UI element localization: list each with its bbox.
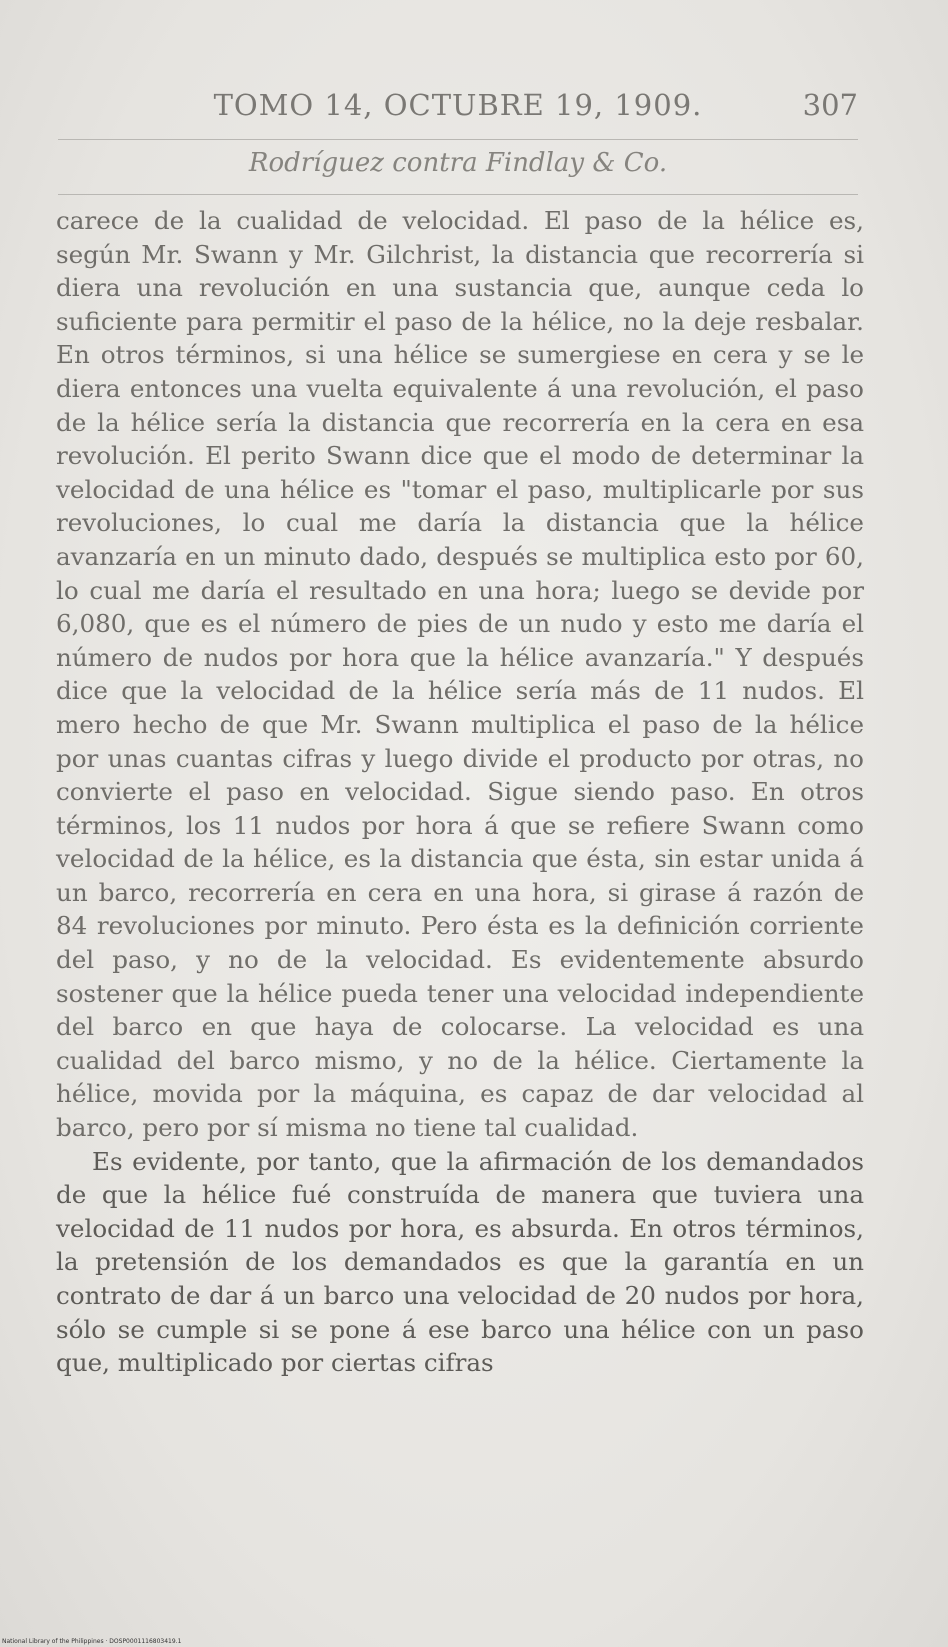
page-number: 307 xyxy=(802,88,858,122)
running-header xyxy=(58,88,858,128)
body-text xyxy=(56,204,864,1380)
paragraph: Es evidente, por tanto, que la afirmación de los demandados de que la hélice fué construída de manera que tuviera una velocidad de 11 nudos por hora, es absurda. En otros términos, la pretensión de los demandados es que la garantía en un contrato de dar á un barco una velocidad de 20 nudos por hora, sólo se cumple si se pone á ese barco una hélice con un paso que, multiplicado por ciertas cifras xyxy=(56,1146,864,1378)
subtitle-rule xyxy=(58,194,858,195)
case-subtitle: Rodríguez contra Findlay & Co. xyxy=(248,148,668,178)
header-rule xyxy=(58,139,858,140)
paragraph: carece de la cualidad de velocidad. El paso de la hélice es, según Mr. Swann y Mr. Gilchrist, la distancia que recorrería si diera una revolución en una sustancia que, aunque ceda lo suficiente para permitir el paso de la hélice, no la deje resbalar. En otros términos, si una hélice se sumergiese en cera y se le diera entonces una vuelta equivalente á una revolución, el paso de la hélice sería la distancia que recorrería en la cera en esa revolución. El perito Swann dice que el modo de determinar la velocidad de una hélice es "tomar el paso, multiplicarle por sus revoluciones, lo cual me daría la distancia que la hélice avanzaría en un minuto dado, después se multiplica esto por 60, lo cual me daría el resultado en una hora; luego se devide por 6,080, que es el número de pies de un nudo y esto me daría el número de nudos por hora que la hélice avanzaría." Y después dice que la velocidad de la hélice sería más de 11 nudos. El mero hecho de que Mr. Swann multiplica el paso de la hélice por unas cuantas cifras y luego divide el producto por otras, no convierte el paso en velocidad. Sigue siendo paso. En otros términos, los 11 nudos por hora á que se refiere Swann como velocidad de la hélice, es la distancia que ésta, sin estar unida á un barco, recorrería en cera en una hora, si girase á razón de 84 revoluciones por minuto. Pero ésta es la definición corriente del paso, y no de la velocidad. Es evidentemente absurdo sostener que la hélice pueda tener una velocidad independiente del barco en que haya de colocarse. La velocidad es una cualidad del barco mismo, y no de la hélice. Ciertamente la hélice, movida por la máquina, es capaz de dar velocidad al barco, pero por sí misma no tiene tal cualidad. xyxy=(56,206,864,1143)
footer-watermark: National Library of the Philippines · DOSP0001116803419.1 xyxy=(2,1638,182,1645)
header-title: TOMO 14, OCTUBRE 19, 1909. xyxy=(213,88,703,122)
